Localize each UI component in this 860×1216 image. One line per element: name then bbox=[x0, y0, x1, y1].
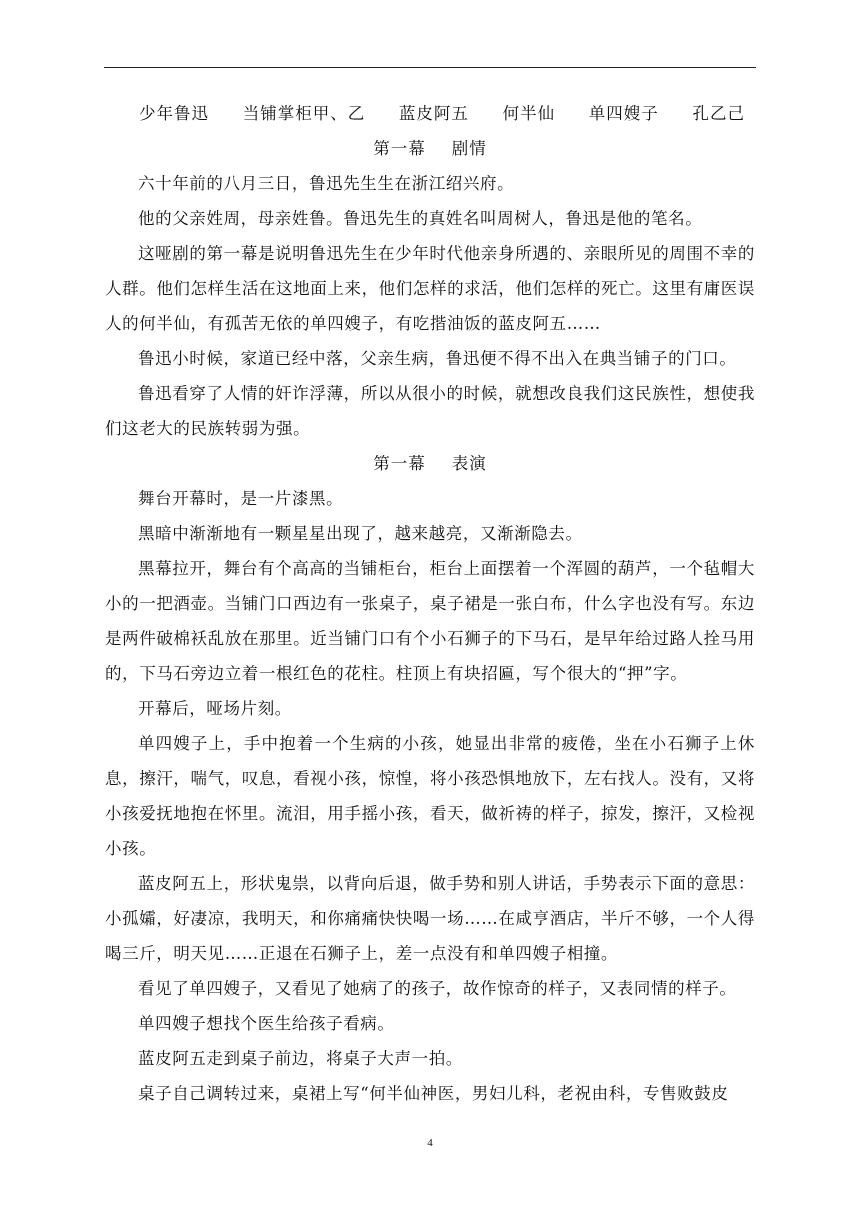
cast-member: 少年鲁迅 bbox=[139, 104, 209, 123]
paragraph: 这哑剧的第一幕是说明鲁迅先生在少年时代他亲身所遇的、亲眼所见的周围不幸的人群。他们怎样生活在这地面上来，他们怎样的求活，他们怎样的死亡。这里有庸医误人的何半仙，有孤苦无依的单四嫂子，有吃揩油饭的蓝皮阿五…… bbox=[105, 244, 755, 333]
paragraph: 看见了单四嫂子，又看见了她病了的孩子，故作惊奇的样子，又表同情的样子。 bbox=[138, 979, 737, 998]
paragraph: 开幕后，哑场片刻。 bbox=[138, 699, 292, 718]
paragraph: 鲁迅小时候，家道已经中落，父亲生病，鲁迅便不得不出入在典当铺子的门口。 bbox=[138, 349, 737, 368]
act-label: 第一幕 bbox=[373, 139, 426, 158]
paragraph: 蓝皮阿五走到桌子前边，将桌子大声一拍。 bbox=[138, 1049, 463, 1068]
paragraph: 单四嫂子想找个医生给孩子看病。 bbox=[138, 1014, 395, 1033]
header-rule bbox=[104, 67, 756, 68]
paragraph: 他的父亲姓周，母亲姓鲁。鲁迅先生的真姓名叫周树人，鲁迅是他的笔名。 bbox=[138, 209, 703, 228]
cast-member: 当铺掌柜甲、乙 bbox=[242, 104, 366, 123]
act-heading-plot bbox=[105, 131, 755, 166]
paragraph: 桌子自己调转过来，桌裙上写“何半仙神医，男妇儿科，老祝由科，专售败鼓皮 bbox=[138, 1084, 729, 1103]
cast-member: 何半仙 bbox=[502, 104, 556, 123]
page-number: 4 bbox=[427, 1137, 433, 1149]
page-content bbox=[105, 96, 755, 1111]
paragraph: 舞台开幕时，是一片漆黑。 bbox=[138, 489, 344, 508]
paragraph: 黑幕拉开，舞台有个高高的当铺柜台，柜台上面摆着一个浑圆的葫芦，一个毡帽大小的一把酒壶。当铺门口西边有一张桌子，桌子裙是一张白布，什么字也没有写。东边是两件破棉袄乱放在那里。近当铺门口有个小石狮子的下马石，是早年给过路人拴马用的，下马石旁边立着一根红色的花柱。柱顶上有块招匾，写个很大的“押”字。 bbox=[105, 559, 755, 683]
cast-member: 蓝皮阿五 bbox=[398, 104, 469, 123]
act-heading-performance bbox=[105, 446, 755, 481]
paragraph: 蓝皮阿五上，形状鬼祟，以背向后退，做手势和别人讲话，手势表示下面的意思：小孤孀，好凄凉，我明天，和你痛痛快快喝一场……在咸亨酒店，半斤不够，一个人得喝三斤，明天见……正退在石狮子上，差一点没有和单四嫂子相撞。 bbox=[105, 874, 755, 963]
section-label: 剧情 bbox=[451, 139, 487, 158]
section-label: 表演 bbox=[451, 454, 487, 473]
cast-member: 单四嫂子 bbox=[588, 104, 659, 123]
paragraph: 黑暗中渐渐地有一颗星星出现了，越来越亮，又渐渐隐去。 bbox=[138, 524, 583, 543]
cast-list bbox=[105, 96, 755, 131]
paragraph: 鲁迅看穿了人情的奸诈浮薄，所以从很小的时候，就想改良我们这民族性，想使我们这老大的民族转弱为强。 bbox=[105, 384, 755, 438]
paragraph: 六十年前的八月三日，鲁迅先生生在浙江绍兴府。 bbox=[138, 174, 515, 193]
cast-member: 孔乙己 bbox=[692, 104, 745, 123]
paragraph: 单四嫂子上，手中抱着一个生病的小孩，她显出非常的疲倦，坐在小石狮子上休息，擦汗，喘气，叹息，看视小孩，惊惶，将小孩恐惧地放下，左右找人。没有，又将小孩爱抚地抱在怀里。流泪，用手摇小孩，看天，做祈祷的样子，掠发，擦汗，又检视小孩。 bbox=[105, 734, 755, 858]
act-label: 第一幕 bbox=[373, 454, 426, 473]
